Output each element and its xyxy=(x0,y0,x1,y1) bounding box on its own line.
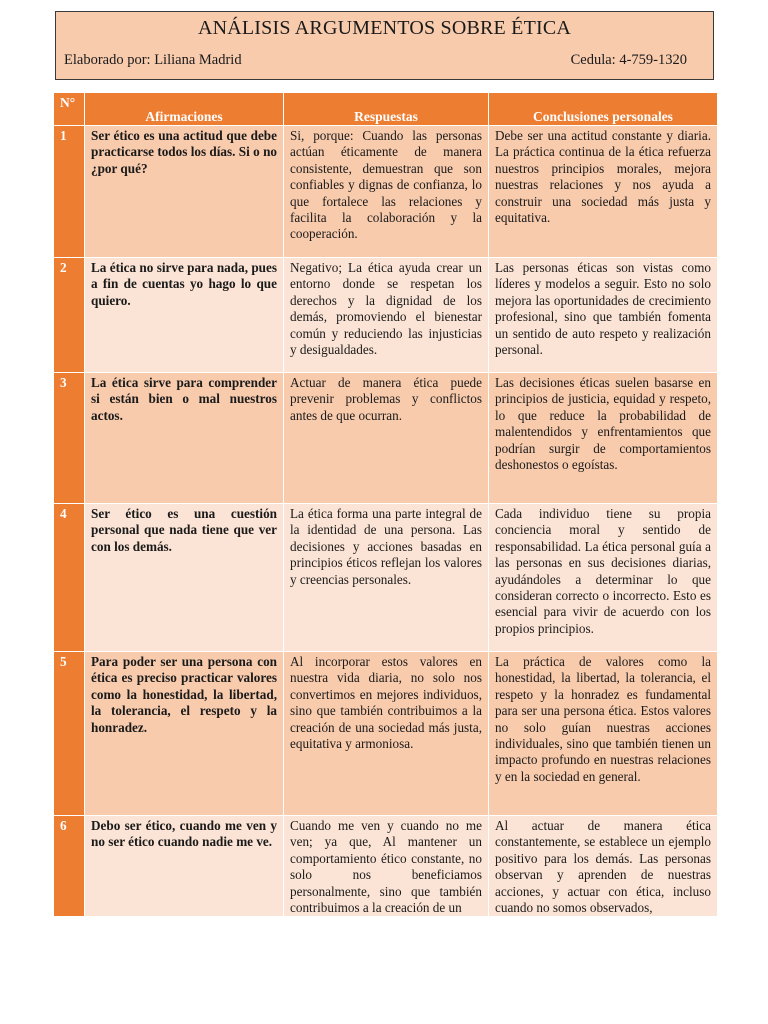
author-line: Elaborado por: Liliana Madrid xyxy=(64,52,242,68)
respuesta-cell: La ética forma una parte integral de la identidad de una persona. Las decisiones y acciones basadas en principios éticos reflejan los valores y creencias personales. xyxy=(284,504,489,652)
respuesta-cell: Al incorporar estos valores en nuestra vida diaria, no solo nos convertimos en mejores individuos, sino que también contribuimos a la creación de una sociedad más justa, equitativa y armoniosa. xyxy=(284,652,489,816)
respuesta-cell: Actuar de manera ética puede prevenir problemas y conflictos antes de que ocurran. xyxy=(284,373,489,504)
conclusion-cell: Cada individuo tiene su propia conciencia moral y sentido de responsabilidad. La ética personal guía a las personas en sus decisiones diarias, ayudándoles a determinar lo que consideran correcto o incorrecto. Esto es esencial para vivir de acuerdo con los propios principios. xyxy=(489,504,718,652)
row-number: 1 xyxy=(54,126,85,258)
respuesta-cell: Si, porque: Cuando las personas actúan éticamente de manera consistente, demuestran que son confiables y dignas de confianza, lo que fortalece las relaciones y facilita la colaboración y la cooperación. xyxy=(284,126,489,258)
column-header-respuestas: Respuestas xyxy=(284,93,489,126)
table-header-row xyxy=(54,93,718,126)
table-row xyxy=(54,652,718,816)
row-number: 3 xyxy=(54,373,85,504)
document-header xyxy=(55,11,714,80)
afirmacion-cell: La ética no sirve para nada, pues a fin de cuentas yo hago lo que quiero. xyxy=(85,258,284,373)
document-title: ANÁLISIS ARGUMENTOS SOBRE ÉTICA xyxy=(197,17,572,39)
conclusion-cell: Las decisiones éticas suelen basarse en principios de justicia, equidad y respeto, lo que reduce la probabilidad de malentendidos y enfrentamientos que podrían surgir de comportamientos deshonestos o egoístas. xyxy=(489,373,718,504)
table-row xyxy=(54,816,718,917)
afirmacion-cell: La ética sirve para comprender si están bien o mal nuestros actos. xyxy=(85,373,284,504)
ethics-table xyxy=(53,92,718,917)
row-number: 4 xyxy=(54,504,85,652)
afirmacion-cell: Ser ético es una actitud que debe practicarse todos los días. Si o no ¿por qué? xyxy=(85,126,284,258)
row-number: 2 xyxy=(54,258,85,373)
row-number: 5 xyxy=(54,652,85,816)
table-row xyxy=(54,373,718,504)
conclusion-cell: Debe ser una actitud constante y diaria. La práctica continua de la ética refuerza nuestros principios morales, mejora nuestras relaciones y nos ayuda a construir una sociedad más justa y equitativa. xyxy=(489,126,718,258)
conclusion-cell: La práctica de valores como la honestidad, la libertad, la tolerancia, el respeto y la honradez es fundamental para ser una persona ética. Estos valores no solo guían nuestras acciones individuales, sino que también tienen un impacto profundo en nuestras relaciones y en la sociedad en general. xyxy=(489,652,718,816)
table-row xyxy=(54,126,718,258)
table-row xyxy=(54,504,718,652)
respuesta-cell: Cuando me ven y cuando no me ven; ya que, Al mantener un comportamiento ético constante, no solo nos beneficiamos personalmente, sino que también contribuimos a la creación de un xyxy=(284,816,489,917)
respuesta-cell: Negativo; La ética ayuda crear un entorno donde se respetan los derechos y la dignidad de los demás, promoviendo el bienestar común y reduciendo las injusticias y desigualdades. xyxy=(284,258,489,373)
conclusion-cell: Al actuar de manera ética constantemente, se establece un ejemplo positivo para los demás. Las personas observan y aprenden de nuestras acciones, y actuar con ética, incluso cuando no somos observados, xyxy=(489,816,718,917)
cedula-line: Cedula: 4-759-1320 xyxy=(570,52,687,68)
column-header-conclusiones: Conclusiones personales xyxy=(489,93,718,126)
column-header-afirmaciones: Afirmaciones xyxy=(85,93,284,126)
afirmacion-cell: Ser ético es una cuestión personal que nada tiene que ver con los demás. xyxy=(85,504,284,652)
table-row xyxy=(54,258,718,373)
row-number: 6 xyxy=(54,816,85,917)
afirmacion-cell: Para poder ser una persona con ética es preciso practicar valores como la honestidad, la libertad, la tolerancia, el respeto y la honradez. xyxy=(85,652,284,816)
conclusion-cell: Las personas éticas son vistas como líderes y modelos a seguir. Esto no solo mejora las oportunidades de crecimiento profesional, sino que también fomenta un sentido de auto respeto y realización personal. xyxy=(489,258,718,373)
column-header-number: N° xyxy=(54,93,85,126)
afirmacion-cell: Debo ser ético, cuando me ven y no ser ético cuando nadie me ve. xyxy=(85,816,284,917)
